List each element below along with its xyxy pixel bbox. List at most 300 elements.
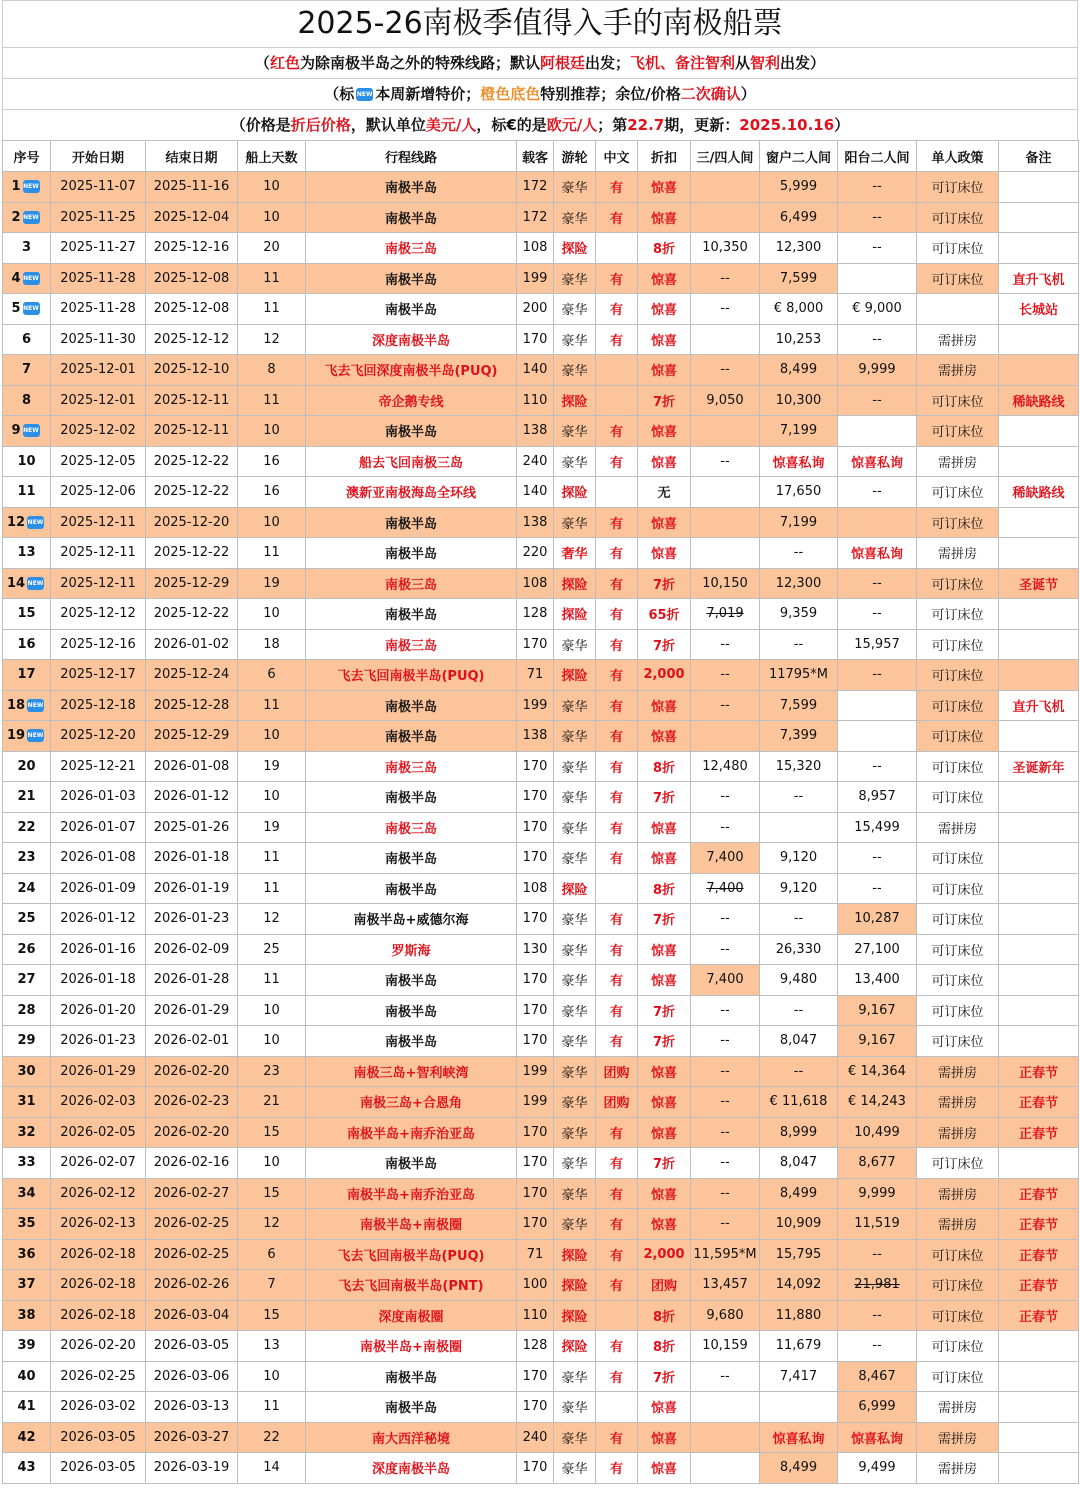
cell-route: 南极三岛: [306, 568, 517, 599]
header-chinese: 中文: [596, 141, 638, 172]
cell-triple: 10,159: [691, 1331, 760, 1362]
new-icon: NEW: [27, 729, 44, 742]
cell-pax: 170: [517, 751, 554, 782]
cell-disc: 惊喜: [638, 446, 691, 477]
cell-single: 可订床位: [917, 629, 999, 660]
cell-remark: [999, 202, 1079, 233]
table-row: [3, 477, 1079, 508]
cell-days: 11: [238, 294, 306, 325]
cell-days: 25: [238, 934, 306, 965]
cell-single: 可订床位: [917, 904, 999, 935]
cell-balcony: --: [838, 1331, 917, 1362]
cell-days: 10: [238, 172, 306, 203]
cell-ship: 豪华: [554, 965, 596, 996]
cell-single: 需拼房: [917, 1392, 999, 1423]
cell-single: 可订床位: [917, 721, 999, 752]
cell-triple: --: [691, 629, 760, 660]
cell-cn: 有: [596, 1239, 638, 1270]
cell-pax: 71: [517, 1239, 554, 1270]
cell-end: 2025-12-22: [146, 477, 238, 508]
cell-single: 可订床位: [917, 1361, 999, 1392]
header-triple-quad: 三/四人间: [691, 141, 760, 172]
cell-remark: 正春节: [999, 1270, 1079, 1301]
cell-balcony: 6,999: [838, 1392, 917, 1423]
cell-disc: 7折: [638, 568, 691, 599]
table-row: [3, 721, 1079, 752]
cell-disc: 惊喜: [638, 721, 691, 752]
cell-disc: 7折: [638, 1148, 691, 1179]
cell-triple: --: [691, 263, 760, 294]
cell-balcony: --: [838, 385, 917, 416]
cell-days: 15: [238, 1178, 306, 1209]
cell-ship: 探险: [554, 385, 596, 416]
cell-window: 7,599: [760, 263, 838, 294]
cell-days: 10: [238, 416, 306, 447]
cell-single: 可订床位: [917, 1148, 999, 1179]
new-icon: NEW: [27, 577, 44, 590]
cell-balcony: --: [838, 873, 917, 904]
cell-start: 2026-03-05: [51, 1453, 146, 1484]
cell-ship: 豪华: [554, 1178, 596, 1209]
cell-window: 9,480: [760, 965, 838, 996]
cell-triple: --: [691, 1056, 760, 1087]
cell-end: 2025-12-20: [146, 507, 238, 538]
cell-ship: 豪华: [554, 172, 596, 203]
cell-pax: 220: [517, 538, 554, 569]
cell-cn: 有: [596, 660, 638, 691]
cell-single: 可订床位: [917, 507, 999, 538]
cell-pax: 170: [517, 629, 554, 660]
cell-end: 2026-01-29: [146, 995, 238, 1026]
cell-disc: 惊喜: [638, 812, 691, 843]
cell-cn: 有: [596, 416, 638, 447]
cell-window: 8,499: [760, 355, 838, 386]
cell-remark: [999, 538, 1079, 569]
cell-window: 7,199: [760, 416, 838, 447]
cell-route: 南极半岛+南极圈: [306, 1209, 517, 1240]
cell-triple: 10,150: [691, 568, 760, 599]
cell-start: 2026-01-08: [51, 843, 146, 874]
cell-remark: 长城站: [999, 294, 1079, 325]
cell-remark: [999, 416, 1079, 447]
cell-end: 2026-01-18: [146, 843, 238, 874]
cell-pax: 108: [517, 233, 554, 264]
table-row: [3, 599, 1079, 630]
cell-cn: 有: [596, 721, 638, 752]
cell-remark: [999, 812, 1079, 843]
cell-balcony: --: [838, 233, 917, 264]
table-row: [3, 660, 1079, 691]
cell-window: 26,330: [760, 934, 838, 965]
cell-cn: 团购: [596, 1087, 638, 1118]
cell-route: 南极半岛: [306, 965, 517, 996]
cell-route: 南极半岛: [306, 538, 517, 569]
cell-cn: 有: [596, 904, 638, 935]
header-days: 船上天数: [238, 141, 306, 172]
cell-days: 6: [238, 660, 306, 691]
cell-ship: 豪华: [554, 324, 596, 355]
cell-route: 澳新亚南极海岛全环线: [306, 477, 517, 508]
cell-triple: --: [691, 690, 760, 721]
cell-cn: 有: [596, 690, 638, 721]
cell-disc: 8折: [638, 873, 691, 904]
cell-disc: 惊喜: [638, 1392, 691, 1423]
cell-pax: 100: [517, 1270, 554, 1301]
cell-disc: 7折: [638, 995, 691, 1026]
cell-route: 南极三岛: [306, 812, 517, 843]
cell-single: 可订床位: [917, 690, 999, 721]
cell-no: 25: [3, 904, 51, 935]
cell-disc: 惊喜: [638, 1178, 691, 1209]
cell-ship: 豪华: [554, 294, 596, 325]
cell-cn: 有: [596, 995, 638, 1026]
cell-triple: [691, 477, 760, 508]
cell-window: 7,199: [760, 507, 838, 538]
table-row: [3, 904, 1079, 935]
header-remark: 备注: [999, 141, 1079, 172]
cell-single: 需拼房: [917, 1422, 999, 1453]
cell-balcony: 13,400: [838, 965, 917, 996]
cell-cn: 有: [596, 1209, 638, 1240]
cell-no: 9 NEW: [3, 416, 51, 447]
cell-balcony: € 9,000: [838, 294, 917, 325]
cell-window: [760, 1392, 838, 1423]
cell-end: 2026-01-19: [146, 873, 238, 904]
table-row: [3, 1422, 1079, 1453]
cell-single: 可订床位: [917, 873, 999, 904]
cell-balcony: 27,100: [838, 934, 917, 965]
cell-no: 42: [3, 1422, 51, 1453]
cell-balcony: 8,957: [838, 782, 917, 813]
cell-route: 南极半岛: [306, 995, 517, 1026]
cell-remark: [999, 1422, 1079, 1453]
cell-triple: 9,680: [691, 1300, 760, 1331]
cell-triple: --: [691, 812, 760, 843]
cell-end: 2025-12-10: [146, 355, 238, 386]
cell-days: 12: [238, 904, 306, 935]
cell-triple: [691, 172, 760, 203]
cell-start: 2025-12-06: [51, 477, 146, 508]
cell-balcony: --: [838, 477, 917, 508]
cell-cn: [596, 1392, 638, 1423]
cell-remark: 圣诞节: [999, 568, 1079, 599]
cell-balcony: 15,957: [838, 629, 917, 660]
cell-triple: --: [691, 1178, 760, 1209]
cell-route: 船去飞回南极三岛: [306, 446, 517, 477]
cell-no: 31: [3, 1087, 51, 1118]
cell-end: 2025-12-11: [146, 385, 238, 416]
cell-window: 15,795: [760, 1239, 838, 1270]
cell-balcony: --: [838, 660, 917, 691]
header-ship-class: 游轮: [554, 141, 596, 172]
cell-no: 5 NEW: [3, 294, 51, 325]
cell-triple: 7,400: [691, 843, 760, 874]
cell-start: 2025-12-20: [51, 721, 146, 752]
cell-disc: 惊喜: [638, 294, 691, 325]
table-row: [3, 934, 1079, 965]
cell-pax: 172: [517, 172, 554, 203]
cell-window: € 8,000: [760, 294, 838, 325]
cell-cn: 有: [596, 538, 638, 569]
cell-cn: 有: [596, 1117, 638, 1148]
cell-route: 南极半岛: [306, 1392, 517, 1423]
table-row: [3, 965, 1079, 996]
cell-days: 16: [238, 446, 306, 477]
cell-cn: 有: [596, 599, 638, 630]
cell-start: 2025-12-17: [51, 660, 146, 691]
cell-days: 11: [238, 1392, 306, 1423]
cell-end: 2025-12-28: [146, 690, 238, 721]
new-icon: NEW: [27, 699, 44, 712]
cell-single: 可订床位: [917, 751, 999, 782]
cell-no: 1 NEW: [3, 172, 51, 203]
cell-pax: 170: [517, 812, 554, 843]
cell-disc: 惊喜: [638, 1117, 691, 1148]
table-row: [3, 202, 1079, 233]
cell-start: 2025-12-18: [51, 690, 146, 721]
cell-ship: 探险: [554, 568, 596, 599]
table-row: [3, 385, 1079, 416]
cell-remark: [999, 660, 1079, 691]
cell-ship: 探险: [554, 599, 596, 630]
cell-start: 2026-02-03: [51, 1087, 146, 1118]
cell-days: 16: [238, 477, 306, 508]
cell-window: --: [760, 904, 838, 935]
page-title: 2025-26南极季值得入手的南极船票: [2, 0, 1078, 47]
cell-ship: 探险: [554, 873, 596, 904]
cell-ship: 豪华: [554, 355, 596, 386]
cell-balcony: --: [838, 172, 917, 203]
cell-window: 10,300: [760, 385, 838, 416]
cell-start: 2025-12-11: [51, 507, 146, 538]
cell-triple: 9,050: [691, 385, 760, 416]
cell-window: 9,120: [760, 873, 838, 904]
cell-single: 可订床位: [917, 782, 999, 813]
table-row: [3, 1300, 1079, 1331]
cell-start: 2026-02-20: [51, 1331, 146, 1362]
cell-route: 南极半岛: [306, 599, 517, 630]
cell-cn: [596, 873, 638, 904]
new-icon: NEW: [356, 88, 373, 101]
cell-triple: 7,400: [691, 873, 760, 904]
cell-no: 6: [3, 324, 51, 355]
note-line-3: （价格是折后价格，默认单位美元/人，标€的是欧元/人；第22.7期，更新：2025.10.16）: [2, 109, 1078, 140]
cell-pax: 130: [517, 934, 554, 965]
cell-ship: 豪华: [554, 843, 596, 874]
cell-start: 2026-01-03: [51, 782, 146, 813]
cell-pax: 110: [517, 1300, 554, 1331]
cell-pax: 108: [517, 568, 554, 599]
cell-single: 可订床位: [917, 1239, 999, 1270]
cell-route: 南极半岛: [306, 1026, 517, 1057]
cell-window: € 11,618: [760, 1087, 838, 1118]
cell-no: 36: [3, 1239, 51, 1270]
cell-ship: 探险: [554, 1270, 596, 1301]
cell-end: 2026-03-27: [146, 1422, 238, 1453]
cell-start: 2026-01-18: [51, 965, 146, 996]
cell-end: 2026-02-20: [146, 1056, 238, 1087]
cell-no: 30: [3, 1056, 51, 1087]
cell-no: 3: [3, 233, 51, 264]
cell-end: 2026-03-13: [146, 1392, 238, 1423]
cell-end: 2025-12-29: [146, 568, 238, 599]
cell-remark: [999, 782, 1079, 813]
cell-start: 2025-12-16: [51, 629, 146, 660]
cell-days: 11: [238, 263, 306, 294]
cell-no: 20: [3, 751, 51, 782]
cell-window: 10,253: [760, 324, 838, 355]
cell-triple: 11,595*M: [691, 1239, 760, 1270]
cell-route: 南极三岛: [306, 751, 517, 782]
cell-triple: --: [691, 446, 760, 477]
header-discount: 折扣: [638, 141, 691, 172]
cell-pax: 200: [517, 294, 554, 325]
table-row: [3, 1087, 1079, 1118]
cell-start: 2025-11-30: [51, 324, 146, 355]
cell-triple: 12,480: [691, 751, 760, 782]
cell-no: 29: [3, 1026, 51, 1057]
cell-single: 需拼房: [917, 1209, 999, 1240]
cell-ship: 豪华: [554, 751, 596, 782]
cell-triple: [691, 416, 760, 447]
cell-remark: 正春节: [999, 1117, 1079, 1148]
cell-disc: 惊喜: [638, 202, 691, 233]
cell-cn: [596, 477, 638, 508]
cell-disc: 8折: [638, 1300, 691, 1331]
cell-days: 19: [238, 812, 306, 843]
cell-route: 南极半岛+威德尔海: [306, 904, 517, 935]
cell-disc: 7折: [638, 1361, 691, 1392]
cell-end: 2025-12-29: [146, 721, 238, 752]
cell-no: 24: [3, 873, 51, 904]
cell-remark: [999, 507, 1079, 538]
cell-cn: 有: [596, 1270, 638, 1301]
cell-start: 2025-11-27: [51, 233, 146, 264]
cell-triple: [691, 202, 760, 233]
cell-start: 2026-02-13: [51, 1209, 146, 1240]
cell-pax: 170: [517, 1209, 554, 1240]
cell-ship: 豪华: [554, 1087, 596, 1118]
cell-single: 需拼房: [917, 1087, 999, 1118]
cell-no: 22: [3, 812, 51, 843]
cell-ship: 豪华: [554, 507, 596, 538]
cell-days: 10: [238, 721, 306, 752]
cell-remark: 正春节: [999, 1209, 1079, 1240]
cell-balcony: 9,167: [838, 1026, 917, 1057]
cell-single: 需拼房: [917, 324, 999, 355]
cell-balcony: --: [838, 599, 917, 630]
cell-days: 11: [238, 873, 306, 904]
cell-disc: 惊喜: [638, 1209, 691, 1240]
cell-balcony: --: [838, 843, 917, 874]
cell-end: 2026-03-19: [146, 1453, 238, 1484]
cell-balcony: --: [838, 1239, 917, 1270]
cell-triple: --: [691, 1361, 760, 1392]
cell-remark: [999, 1331, 1079, 1362]
table-row: [3, 263, 1079, 294]
cell-route: 南大西洋秘境: [306, 1422, 517, 1453]
cell-route: 南极半岛: [306, 1148, 517, 1179]
cell-route: 南极半岛: [306, 294, 517, 325]
header-passengers: 载客: [517, 141, 554, 172]
cell-balcony: [838, 507, 917, 538]
cell-triple: --: [691, 1026, 760, 1057]
cell-remark: [999, 629, 1079, 660]
cell-cn: 有: [596, 172, 638, 203]
cell-route: 飞去飞回南极半岛(PUQ): [306, 660, 517, 691]
cell-triple: [691, 324, 760, 355]
cell-triple: [691, 1392, 760, 1423]
cell-end: 2026-02-23: [146, 1087, 238, 1118]
cell-remark: [999, 599, 1079, 630]
cell-ship: 豪华: [554, 446, 596, 477]
cell-days: 11: [238, 843, 306, 874]
cell-route: 南极半岛: [306, 690, 517, 721]
cell-cn: 有: [596, 934, 638, 965]
cell-route: 南极半岛+南乔治亚岛: [306, 1117, 517, 1148]
cell-window: 7,599: [760, 690, 838, 721]
cell-disc: 惊喜: [638, 263, 691, 294]
cell-route: 南极半岛: [306, 843, 517, 874]
cell-start: 2026-01-29: [51, 1056, 146, 1087]
cell-single: 需拼房: [917, 1056, 999, 1087]
cell-route: 南极半岛: [306, 1361, 517, 1392]
cell-ship: 豪华: [554, 812, 596, 843]
cell-route: 南极半岛: [306, 721, 517, 752]
cell-cn: 有: [596, 751, 638, 782]
cell-single: 需拼房: [917, 812, 999, 843]
cell-ship: 豪华: [554, 416, 596, 447]
cell-cn: [596, 355, 638, 386]
cell-pax: 138: [517, 507, 554, 538]
cell-triple: --: [691, 934, 760, 965]
cell-route: 罗斯海: [306, 934, 517, 965]
cell-balcony: 10,287: [838, 904, 917, 935]
cell-no: 12 NEW: [3, 507, 51, 538]
cell-cn: 有: [596, 324, 638, 355]
table-row: [3, 538, 1079, 569]
cell-no: 43: [3, 1453, 51, 1484]
cell-window: 6,499: [760, 202, 838, 233]
cell-days: 10: [238, 1026, 306, 1057]
cell-ship: 奢华: [554, 538, 596, 569]
cell-window: 15,320: [760, 751, 838, 782]
cell-start: 2025-12-01: [51, 385, 146, 416]
cell-days: 6: [238, 1239, 306, 1270]
cell-remark: [999, 721, 1079, 752]
cell-ship: 豪华: [554, 629, 596, 660]
cell-triple: --: [691, 1117, 760, 1148]
cell-triple: [691, 1422, 760, 1453]
cell-route: 南极半岛+南乔治亚岛: [306, 1178, 517, 1209]
cell-pax: 199: [517, 690, 554, 721]
cell-single: 需拼房: [917, 1453, 999, 1484]
cell-days: 21: [238, 1087, 306, 1118]
cell-end: 2026-02-26: [146, 1270, 238, 1301]
cell-single: 可订床位: [917, 965, 999, 996]
cell-ship: 豪华: [554, 1148, 596, 1179]
cell-days: 19: [238, 751, 306, 782]
cell-no: 40: [3, 1361, 51, 1392]
cell-ship: 豪华: [554, 1453, 596, 1484]
cell-triple: --: [691, 995, 760, 1026]
cell-window: --: [760, 782, 838, 813]
cell-balcony: 9,499: [838, 1453, 917, 1484]
cell-start: 2025-12-12: [51, 599, 146, 630]
cell-window: 8,047: [760, 1026, 838, 1057]
cell-route: 飞去飞回深度南极半岛(PUQ): [306, 355, 517, 386]
cell-end: 2026-03-04: [146, 1300, 238, 1331]
